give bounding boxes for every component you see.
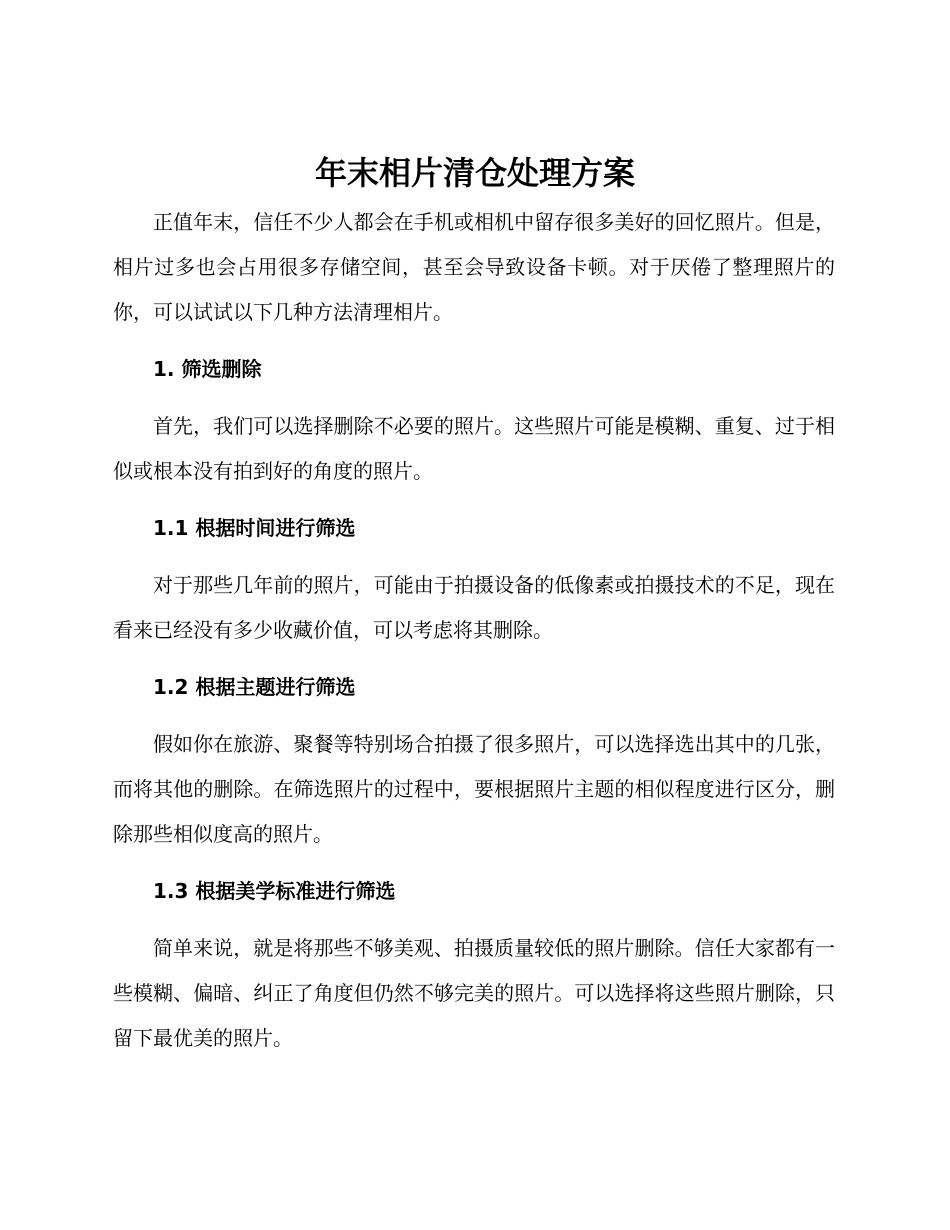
- section-paragraph: 假如你在旅游、聚餐等特别场合拍摄了很多照片，可以选择选出其中的几张，而将其他的删除。在筛选照片的过程中，要根据照片主题的相似程度进行区分，删除那些相似度高的照片。: [113, 732, 835, 846]
- section-heading: 1.2 根据主题进行筛选: [153, 675, 356, 699]
- section-paragraph: 对于那些几年前的照片，可能由于拍摄设备的低像素或拍摄技术的不足，现在看来已经没有多少收藏价值，可以考虑将其删除。: [113, 573, 835, 642]
- section-paragraph: 首先，我们可以选择删除不必要的照片。这些照片可能是模糊、重复、过于相似或根本没有拍到好的角度的照片。: [113, 414, 835, 483]
- document-body: [113, 200, 835, 1061]
- section-heading: 1. 筛选删除: [153, 357, 262, 381]
- section-paragraph: 简单来说，就是将那些不够美观、拍摄质量较低的照片删除。信任大家都有一些模糊、偏暗、纠正了角度但仍然不够完美的照片。可以选择将这些照片删除，只留下最优美的照片。: [113, 936, 835, 1050]
- section-heading: 1.1 根据时间进行筛选: [153, 516, 356, 540]
- intro-paragraph: 正值年末，信任不少人都会在手机或相机中留存很多美好的回忆照片。但是，相片过多也会占用很多存储空间，甚至会导致设备卡顿。对于厌倦了整理照片的你，可以试试以下几种方法清理相片。: [113, 210, 835, 324]
- document-title: 年末相片清仓处理方案: [314, 154, 635, 192]
- section-heading: 1.3 根据美学标准进行筛选: [153, 879, 396, 903]
